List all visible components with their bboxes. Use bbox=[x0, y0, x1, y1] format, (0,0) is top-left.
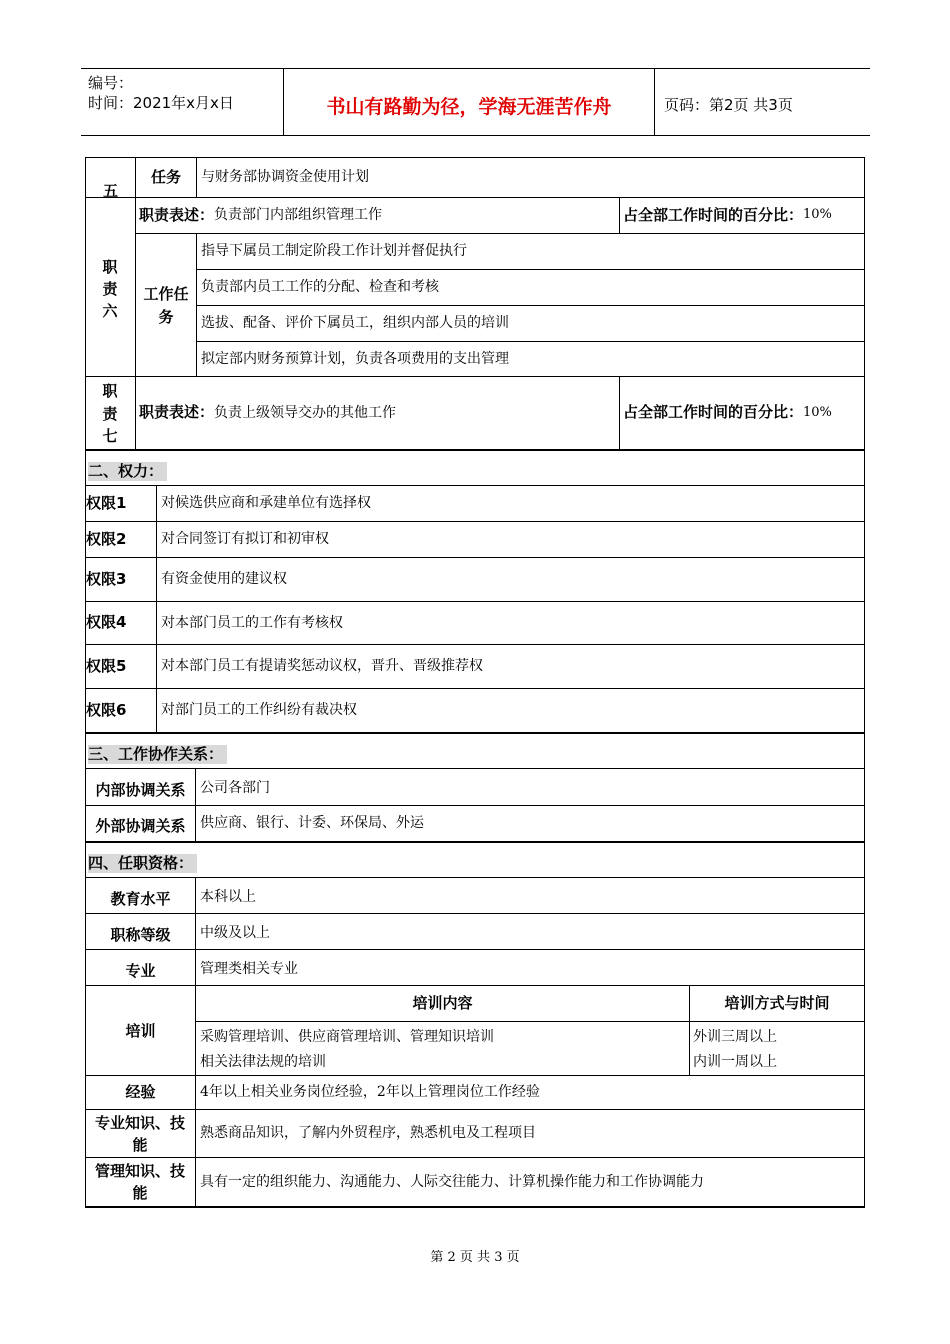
page-number-label: 页码：第2页 共3页 bbox=[664, 96, 793, 114]
duty7-description bbox=[139, 377, 619, 449]
power-label: 权限3 bbox=[86, 569, 127, 588]
duty5-task-text: 与财务部协调资金使用计划 bbox=[201, 169, 369, 186]
duty6-desc-text: 负责部门内部组织管理工作 bbox=[214, 207, 383, 224]
training-method bbox=[693, 1025, 863, 1075]
document-number-label: 编号： bbox=[88, 74, 134, 92]
experience-text: 4年以上相关业务岗位经验，2年以上管理岗位工作经验 bbox=[200, 1084, 540, 1101]
power-label: 权限2 bbox=[86, 529, 127, 548]
duty6-desc-label: 职责表述： bbox=[139, 205, 215, 224]
training-content-header: 培训内容 bbox=[412, 993, 473, 1012]
duty7-desc-text: 负责上级领导交办的其他工作 bbox=[214, 404, 397, 421]
power-text: 对本部门员工的工作有考核权 bbox=[161, 614, 343, 631]
internal-relation-text: 公司各部门 bbox=[200, 780, 270, 796]
education-label: 教育水平 bbox=[110, 889, 171, 908]
education-text: 本科以上 bbox=[200, 889, 256, 905]
powers-section-title: 二、权力： bbox=[88, 462, 167, 481]
professional-skill-text: 熟悉商品知识，了解内外贸程序，熟悉机电及工程项目 bbox=[200, 1125, 536, 1142]
training-content-line: 相关法律法规的培训 bbox=[200, 1054, 326, 1070]
management-skill-label: 管理知识、技能 bbox=[94, 1161, 185, 1202]
training-method-line: 外训三周以上 bbox=[693, 1029, 777, 1045]
power-text: 对部门员工的工作纠纷有裁决权 bbox=[161, 702, 357, 719]
training-method-line: 内训一周以上 bbox=[693, 1054, 777, 1070]
experience-label: 经验 bbox=[125, 1082, 156, 1101]
training-content-line: 采购管理培训、供应商管理培训、管理知识培训 bbox=[200, 1029, 494, 1045]
major-label: 专业 bbox=[125, 961, 156, 980]
qualifications-section-title: 四、任职资格： bbox=[88, 854, 197, 873]
duty6-tasks-label: 工作任务 bbox=[143, 284, 189, 326]
training-label: 培训 bbox=[125, 1022, 156, 1041]
power-text: 对候选供应商和承建单位有选择权 bbox=[161, 495, 371, 512]
power-text: 对合同签订有拟订和初审权 bbox=[161, 531, 329, 548]
duty6-task-item: 指导下属员工制定阶段工作计划并督促执行 bbox=[201, 243, 467, 260]
duty6-task-item: 拟定部内财务预算计划，负责各项费用的支出管理 bbox=[201, 350, 509, 367]
duty6-percentage bbox=[623, 198, 864, 233]
duty7-side-label: 职责七 bbox=[102, 382, 118, 446]
duty7-desc-label: 职责表述： bbox=[139, 403, 215, 422]
power-label: 权限4 bbox=[86, 613, 127, 632]
duty6-task-item: 负责部内员工工作的分配、检查和考核 bbox=[201, 279, 439, 296]
power-label: 权限5 bbox=[86, 656, 127, 675]
relations-section-title: 三、工作协作关系： bbox=[88, 745, 227, 764]
internal-relation-label: 内部协调关系 bbox=[95, 780, 186, 799]
professional-skill-label: 专业知识、技能 bbox=[94, 1113, 185, 1154]
document-date: 时间：2021年x月x日 bbox=[88, 94, 234, 112]
major-text: 管理类相关专业 bbox=[200, 961, 298, 977]
power-label: 权限6 bbox=[86, 700, 127, 719]
professional-title-label: 职称等级 bbox=[110, 925, 171, 944]
professional-title-text: 中级及以上 bbox=[200, 925, 270, 941]
power-text: 有资金使用的建议权 bbox=[161, 571, 287, 588]
duty6-pct-value: 10% bbox=[803, 207, 832, 223]
duty6-pct-label: 占全部工作时间的百分比： bbox=[623, 205, 804, 224]
power-text: 对本部门员工有提请奖惩动议权，晋升、晋级推荐权 bbox=[161, 658, 483, 675]
duty7-percentage bbox=[623, 377, 864, 449]
training-content bbox=[200, 1025, 688, 1075]
header-motto: 书山有路勤为径，学海无涯苦作舟 bbox=[326, 96, 612, 118]
duty6-task-item: 选拔、配备、评价下属员工，组织内部人员的培训 bbox=[201, 315, 509, 332]
management-skill-text: 具有一定的组织能力、沟通能力、人际交往能力、计算机操作能力和工作协调能力 bbox=[200, 1173, 704, 1190]
training-method-header: 培训方式与时间 bbox=[724, 993, 830, 1012]
external-relation-label: 外部协调关系 bbox=[95, 816, 186, 835]
duty7-pct-value: 10% bbox=[803, 404, 832, 420]
duty6-description bbox=[139, 198, 619, 233]
page-footer: 第 2 页 共 3 页 bbox=[430, 1250, 520, 1265]
power-label: 权限1 bbox=[86, 493, 127, 512]
duty6-side-label: 职责六 bbox=[102, 258, 118, 320]
duty5-side-label: 五 bbox=[102, 182, 118, 201]
duty5-task-label: 任务 bbox=[150, 167, 181, 186]
duty7-pct-label: 占全部工作时间的百分比： bbox=[623, 403, 804, 422]
external-relation-text: 供应商、银行、计委、环保局、外运 bbox=[200, 815, 424, 832]
